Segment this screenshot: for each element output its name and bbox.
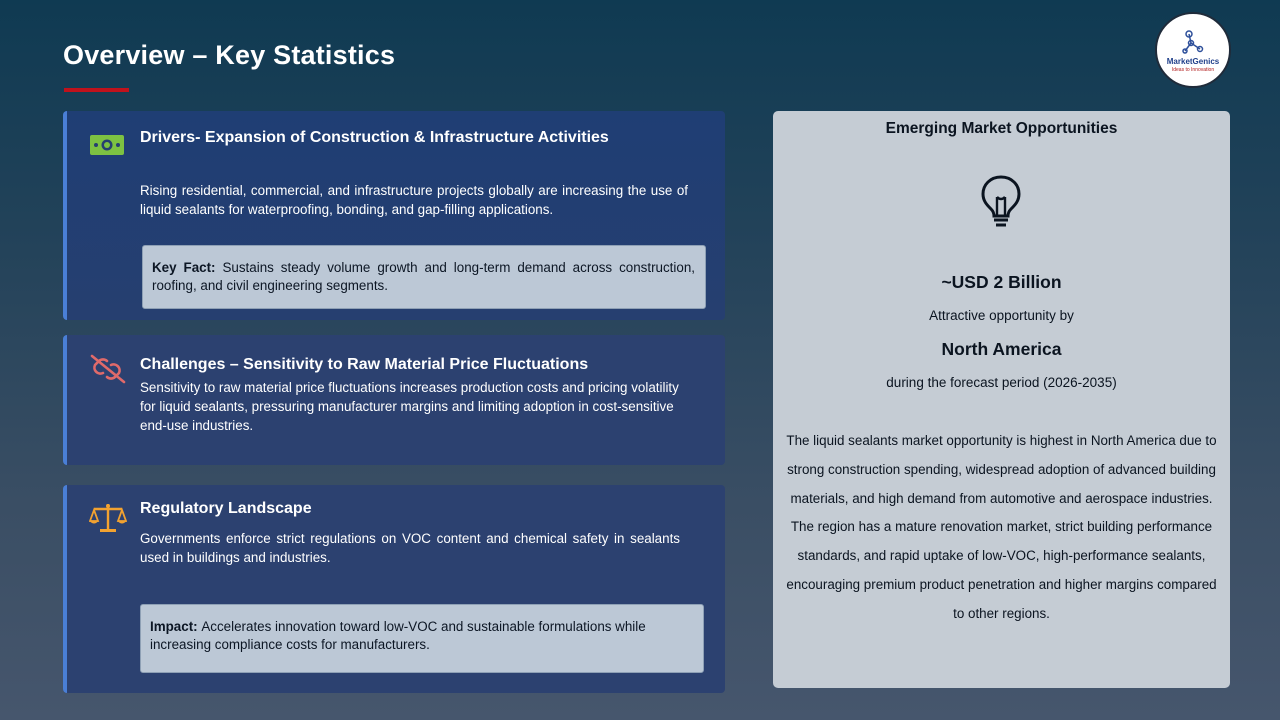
regulatory-heading: Regulatory Landscape	[140, 500, 312, 517]
title-underline	[64, 88, 129, 92]
impact-label: Impact:	[150, 619, 202, 634]
page-title: Overview – Key Statistics	[63, 40, 396, 70]
money-icon	[89, 131, 125, 159]
logo-tagline: Ideas to Innovation	[1171, 67, 1215, 73]
challenges-card	[63, 335, 725, 465]
key-fact-label: Key Fact:	[152, 260, 223, 275]
opportunity-region: North America	[941, 339, 1062, 359]
challenges-body: Sensitivity to raw material price fluctuations increases production costs and pricing volatility for liquid sealants, pressuring manufacturer margins and limiting adoption in cost-sensitive end-use industries.	[140, 380, 679, 433]
broken-link-icon	[89, 353, 127, 385]
logo-brand: MarketGenics	[1166, 57, 1220, 66]
opportunity-description: The liquid sealants market opportunity is highest in North America due to strong construction spending, widespread adoption of advanced building materials, and high demand from automotive and aerospace industries. The region has a mature renovation market, strict building performance standards, and rapid uptake of low-VOC, high-performance sealants, encouraging premium product penetration and higher margins compared to other regions.	[786, 433, 1217, 621]
scales-icon	[89, 501, 127, 535]
regulatory-body: Governments enforce strict regulations on VOC content and chemical safety in sealants used in buildings and industries.	[140, 531, 680, 565]
regulatory-card	[63, 485, 725, 693]
lightbulb-icon	[977, 173, 1025, 229]
opportunity-period: during the forecast period (2026-2035)	[886, 375, 1117, 390]
opportunity-amount: ~USD 2 Billion	[941, 272, 1062, 292]
impact-text: Accelerates innovation toward low-VOC and sustainable formulations while increasing compliance costs for manufacturers.	[150, 619, 646, 652]
opportunity-title: Emerging Market Opportunities	[885, 120, 1118, 137]
opportunity-panel	[773, 111, 1230, 688]
regulatory-impact	[140, 604, 704, 673]
opportunity-sub: Attractive opportunity by	[929, 308, 1074, 323]
drivers-key-fact	[142, 245, 706, 309]
logo	[1155, 12, 1231, 88]
drivers-card	[63, 111, 725, 320]
drivers-body: Rising residential, commercial, and infrastructure projects globally are increasing the use of liquid sealants for waterproofing, bonding, and gap-filling applications.	[140, 183, 688, 217]
key-fact-text: Sustains steady volume growth and long-term demand across construction, roofing, and civil engineering segments.	[152, 260, 695, 293]
challenges-heading: Challenges – Sensitivity to Raw Material Price Fluctuations	[140, 356, 589, 373]
network-nodes-icon	[1180, 29, 1206, 55]
drivers-heading: Drivers- Expansion of Construction & Infrastructure Activities	[140, 129, 609, 146]
